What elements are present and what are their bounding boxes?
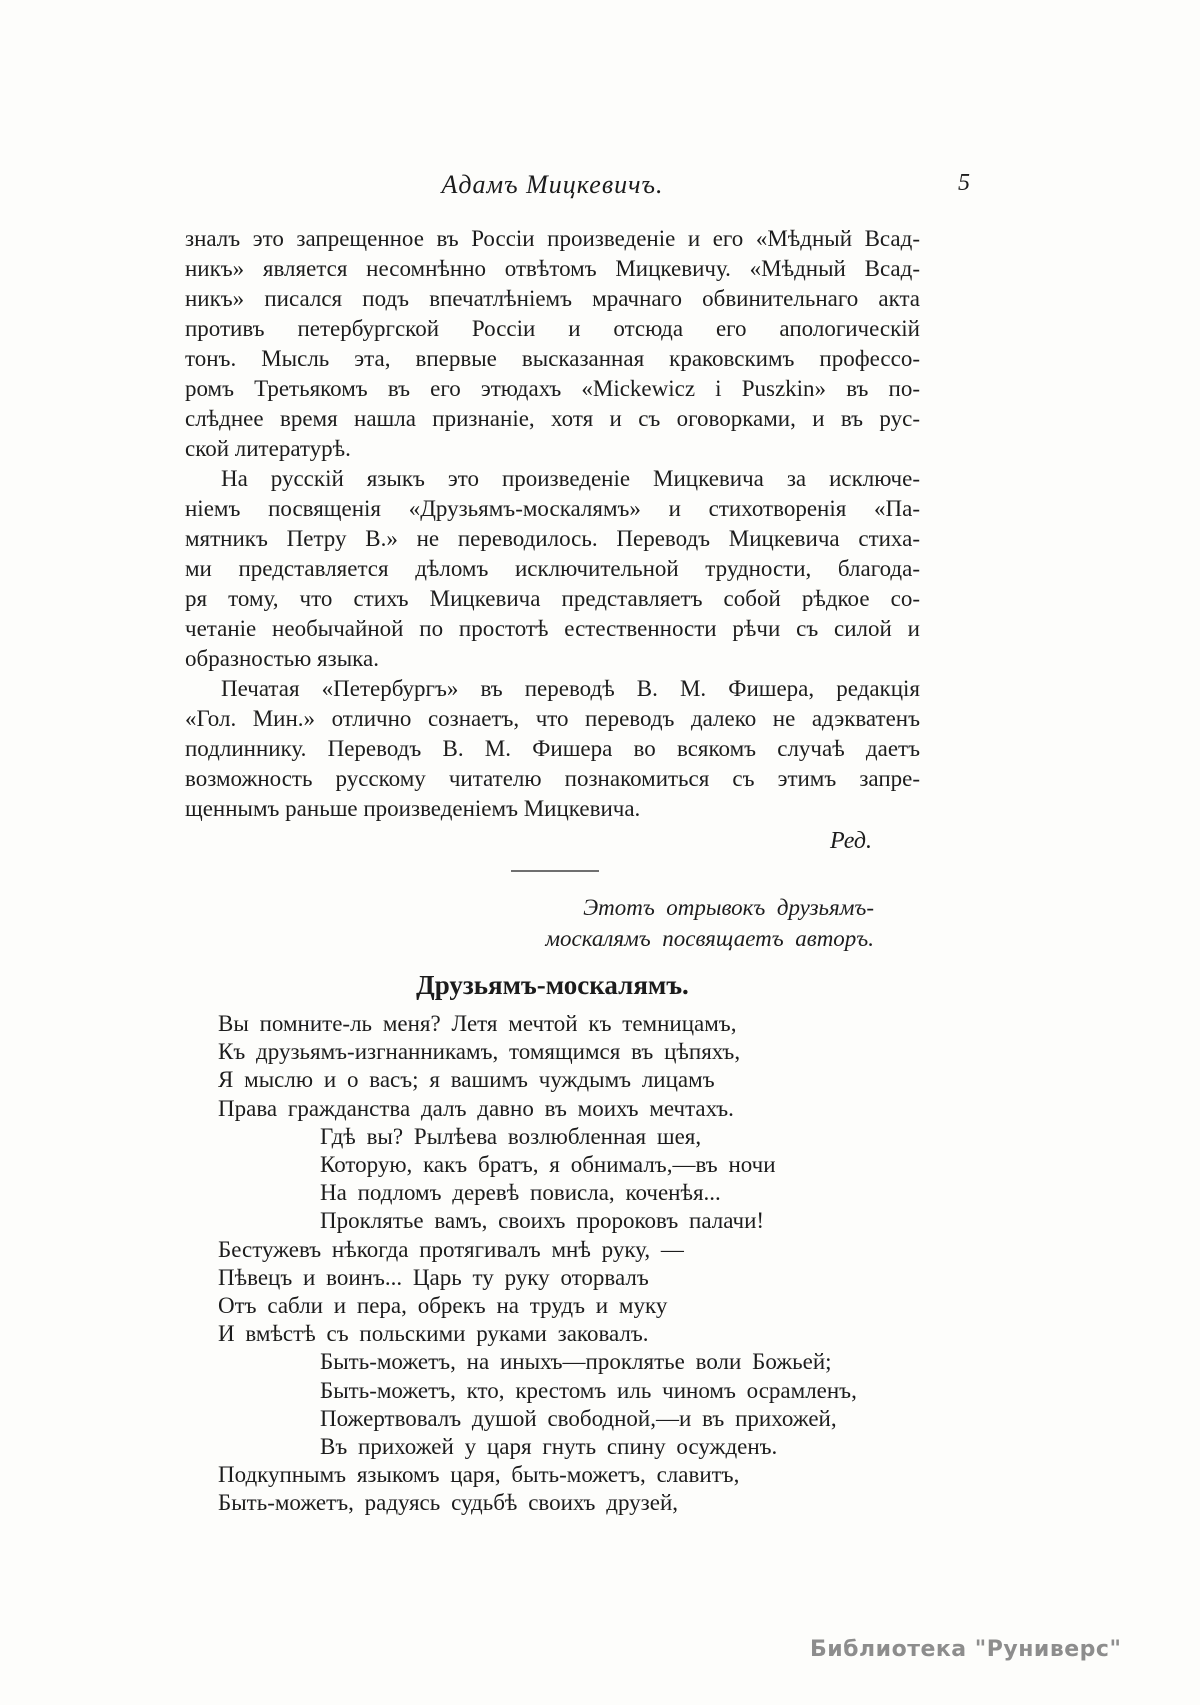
text-line: никъ» является несомнѣнно отвѣтомъ Мицкевичу. «Мѣдный Всад- — [185, 256, 920, 281]
text-line: зналъ это запрещенное въ Россіи произведеніе и его «Мѣдный Всад- — [185, 226, 920, 251]
poem-line: Быть-можетъ, кто, крестомъ иль чиномъ осрамленъ, — [320, 1377, 857, 1403]
epigraph-line: Этотъ отрывокъ друзьямъ- — [583, 895, 874, 920]
poem-line: Вы помните-ль меня? Летя мечтой къ темницамъ, — [218, 1011, 737, 1036]
text-line: щеннымъ раньше произведеніемъ Мицкевича. — [185, 796, 641, 821]
epigraph — [185, 892, 920, 954]
text-line: мятникъ Петру В.» не переводилось. Переводъ Мицкевича стиха- — [185, 526, 920, 551]
poem-line: Права гражданства далъ давно въ моихъ мечтахъ. — [218, 1095, 734, 1121]
text-line: подлиннику. Переводъ В. М. Фишера во всякомъ случаѣ даетъ — [185, 736, 920, 761]
poem-line: Быть-можетъ, радуясь судьбѣ своихъ друзей, — [218, 1490, 679, 1516]
page-number: 5 — [958, 170, 970, 196]
paragraph — [185, 224, 920, 464]
editor-signature: Ред. — [830, 828, 872, 854]
poem-line: Проклятье вамъ, своихъ пророковъ палачи! — [320, 1208, 765, 1234]
text-line: противъ петербургской Россіи и отсюда его апологическій — [185, 316, 920, 341]
running-header-title: Адамъ Мицкевичъ. — [441, 170, 664, 199]
poem-line: Которую, какъ братъ, я обнималъ,—въ ночи — [320, 1152, 776, 1178]
poem — [185, 1010, 920, 1518]
poem-line: Гдѣ вы? Рылѣева возлюбленная шея, — [320, 1123, 702, 1149]
poem-title: Друзьямъ-москалямъ. — [416, 970, 689, 1000]
text-line: ніемъ посвященія «Друзьямъ-москалямъ» и стихотворенія «Па- — [185, 496, 920, 521]
poem-line: Пожертвовалъ душой свободной,—и въ прихожей, — [320, 1405, 837, 1431]
poem-line: Быть-можетъ, на иныхъ—проклятье воли Божьей; — [320, 1349, 832, 1375]
paragraph — [185, 464, 920, 674]
text-line: Печатая «Петербургъ» въ переводѣ В. М. Фишера, редакція — [221, 676, 920, 701]
text-line: тонъ. Мысль эта, впервые высказанная краковскимъ профессо- — [185, 346, 920, 371]
body-paragraphs — [185, 224, 920, 824]
text-line: слѣднее время нашла признаніе, хотя и съ оговорками, и въ рус- — [185, 406, 920, 431]
poem-line: На подломъ деревѣ повисла, коченѣя... — [320, 1180, 721, 1206]
text-line: «Гол. Мин.» отлично сознаетъ, что переводъ далеко не адэкватенъ — [185, 706, 920, 731]
text-line: На русскій языкъ это произведеніе Мицкевича за исключе- — [221, 466, 920, 491]
page-content — [185, 224, 920, 1518]
text-line: образностью языка. — [185, 646, 379, 671]
paragraph — [185, 674, 920, 824]
poem-line: И вмѣстѣ съ польскими руками заковалъ. — [218, 1321, 649, 1347]
poem-line: Подкупнымъ языкомъ царя, быть-можетъ, славитъ, — [218, 1462, 740, 1488]
text-line: четаніе необычайной по простотѣ естественности рѣчи съ силой и — [185, 616, 920, 641]
poem-line: Къ друзьямъ-изгнанникамъ, томящимся въ цѣпяхъ, — [218, 1039, 741, 1065]
poem-line: Въ прихожей у царя гнуть спину осужденъ. — [320, 1434, 778, 1460]
text-line: ской литературѣ. — [185, 436, 351, 461]
section-divider-rule — [511, 870, 599, 872]
text-line: ми представляется дѣломъ исключительной трудности, благода- — [185, 556, 920, 581]
text-line: возможность русскому читателю познакомиться съ этимъ запре- — [185, 766, 920, 791]
poem-line: Я мыслю и о васъ; я вашимъ чуждымъ лицамъ — [218, 1067, 715, 1093]
text-line: ря тому, что стихъ Мицкевича представляетъ собой рѣдкое со- — [185, 586, 920, 611]
poem-line: Бестужевъ нѣкогда протягивалъ мнѣ руку, — — [218, 1236, 684, 1262]
text-line: никъ» писался подъ впечатлѣніемъ мрачнаго обвинительнаго акта — [185, 286, 920, 311]
text-line: ромъ Третьякомъ въ его этюдахъ «Mickewicz i Puszkin» въ по- — [185, 376, 920, 401]
library-watermark: Библиотека "Руниверс" — [810, 1637, 1122, 1662]
epigraph-line: москалямъ посвящаетъ авторъ. — [545, 926, 874, 951]
poem-line: Пѣвецъ и воинъ... Царь ту руку оторвалъ — [218, 1264, 649, 1290]
poem-line: Отъ сабли и пера, обрекъ на трудъ и муку — [218, 1293, 668, 1319]
